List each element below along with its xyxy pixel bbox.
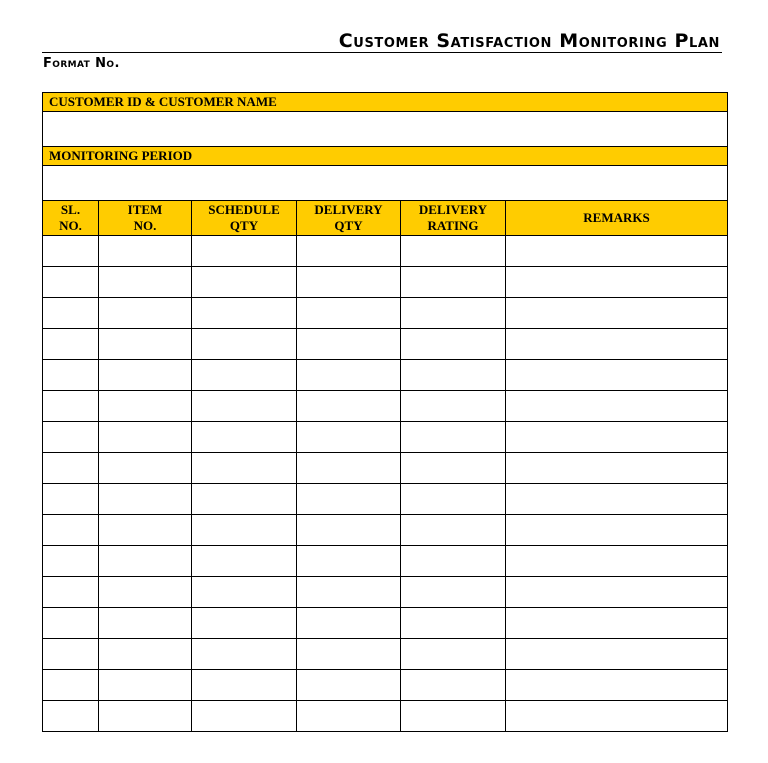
- header-delivery-qty: DELIVERY QTY: [297, 201, 401, 236]
- schedule-qty-cell[interactable]: [192, 453, 297, 484]
- remarks-cell[interactable]: [506, 267, 728, 298]
- remarks-cell[interactable]: [506, 546, 728, 577]
- schedule-qty-cell[interactable]: [192, 701, 297, 732]
- table-row: [43, 267, 728, 298]
- remarks-cell[interactable]: [506, 608, 728, 639]
- remarks-cell[interactable]: [506, 639, 728, 670]
- remarks-cell[interactable]: [506, 701, 728, 732]
- table-row: [43, 608, 728, 639]
- remarks-cell[interactable]: [506, 670, 728, 701]
- remarks-cell[interactable]: [506, 484, 728, 515]
- item-no-cell[interactable]: [99, 360, 192, 391]
- delivery-rating-cell[interactable]: [401, 484, 506, 515]
- delivery-qty-cell[interactable]: [297, 236, 401, 267]
- delivery-qty-cell[interactable]: [297, 391, 401, 422]
- delivery-rating-cell[interactable]: [401, 639, 506, 670]
- header-schedule-qty: SCHEDULE QTY: [192, 201, 297, 236]
- title-underline: [42, 52, 722, 53]
- delivery-qty-cell[interactable]: [297, 453, 401, 484]
- remarks-cell[interactable]: [506, 422, 728, 453]
- delivery-rating-cell[interactable]: [401, 298, 506, 329]
- item-no-cell[interactable]: [99, 236, 192, 267]
- item-no-cell[interactable]: [99, 453, 192, 484]
- sl-no-cell[interactable]: [43, 577, 99, 608]
- table-row: [43, 422, 728, 453]
- sl-no-cell[interactable]: [43, 236, 99, 267]
- sl-no-cell[interactable]: [43, 453, 99, 484]
- table-row: [43, 484, 728, 515]
- remarks-cell[interactable]: [506, 515, 728, 546]
- delivery-rating-cell[interactable]: [401, 546, 506, 577]
- delivery-qty-cell[interactable]: [297, 422, 401, 453]
- item-no-cell[interactable]: [99, 577, 192, 608]
- sl-no-cell[interactable]: [43, 546, 99, 577]
- delivery-rating-cell[interactable]: [401, 515, 506, 546]
- remarks-cell[interactable]: [506, 236, 728, 267]
- table-row: [43, 360, 728, 391]
- item-no-cell[interactable]: [99, 639, 192, 670]
- customer-id-name-label: CUSTOMER ID & CUSTOMER NAME: [43, 93, 728, 112]
- schedule-qty-cell[interactable]: [192, 267, 297, 298]
- delivery-qty-cell[interactable]: [297, 484, 401, 515]
- table-row: [43, 236, 728, 267]
- delivery-qty-cell[interactable]: [297, 670, 401, 701]
- remarks-cell[interactable]: [506, 453, 728, 484]
- remarks-cell[interactable]: [506, 298, 728, 329]
- delivery-qty-cell[interactable]: [297, 329, 401, 360]
- delivery-rating-cell[interactable]: [401, 267, 506, 298]
- schedule-qty-cell[interactable]: [192, 236, 297, 267]
- schedule-qty-cell[interactable]: [192, 391, 297, 422]
- delivery-rating-cell[interactable]: [401, 391, 506, 422]
- item-no-cell[interactable]: [99, 484, 192, 515]
- schedule-qty-cell[interactable]: [192, 484, 297, 515]
- sl-no-cell[interactable]: [43, 484, 99, 515]
- schedule-qty-cell[interactable]: [192, 422, 297, 453]
- delivery-rating-cell[interactable]: [401, 670, 506, 701]
- monitoring-plan-table: [42, 92, 728, 732]
- header-item-no: ITEM NO.: [99, 201, 192, 236]
- delivery-qty-cell[interactable]: [297, 267, 401, 298]
- sl-no-cell[interactable]: [43, 391, 99, 422]
- format-number-label: Format No.: [43, 56, 120, 71]
- remarks-cell[interactable]: [506, 391, 728, 422]
- delivery-qty-cell[interactable]: [297, 546, 401, 577]
- delivery-rating-cell[interactable]: [401, 422, 506, 453]
- delivery-qty-cell[interactable]: [297, 701, 401, 732]
- delivery-rating-cell[interactable]: [401, 577, 506, 608]
- delivery-qty-cell[interactable]: [297, 360, 401, 391]
- table-row: [43, 515, 728, 546]
- remarks-cell[interactable]: [506, 329, 728, 360]
- table-row: [43, 577, 728, 608]
- schedule-qty-cell[interactable]: [192, 360, 297, 391]
- customer-id-name-field[interactable]: [43, 112, 728, 147]
- sl-no-cell[interactable]: [43, 329, 99, 360]
- schedule-qty-cell[interactable]: [192, 577, 297, 608]
- delivery-rating-cell[interactable]: [401, 236, 506, 267]
- item-no-cell[interactable]: [99, 701, 192, 732]
- item-no-cell[interactable]: [99, 422, 192, 453]
- item-no-cell[interactable]: [99, 298, 192, 329]
- monitoring-period-field[interactable]: [43, 166, 728, 201]
- table-row: [43, 546, 728, 577]
- sl-no-cell[interactable]: [43, 515, 99, 546]
- item-no-cell[interactable]: [99, 329, 192, 360]
- item-no-cell[interactable]: [99, 515, 192, 546]
- schedule-qty-cell[interactable]: [192, 329, 297, 360]
- table-row: [43, 639, 728, 670]
- item-no-cell[interactable]: [99, 546, 192, 577]
- schedule-qty-cell[interactable]: [192, 515, 297, 546]
- sl-no-cell[interactable]: [43, 360, 99, 391]
- sl-no-cell[interactable]: [43, 422, 99, 453]
- delivery-qty-cell[interactable]: [297, 515, 401, 546]
- sl-no-cell[interactable]: [43, 670, 99, 701]
- monitoring-period-label: MONITORING PERIOD: [43, 147, 728, 166]
- header-delivery-rating: DELIVERY RATING: [401, 201, 506, 236]
- column-header-row: [43, 201, 728, 236]
- item-no-cell[interactable]: [99, 608, 192, 639]
- delivery-qty-cell[interactable]: [297, 608, 401, 639]
- delivery-qty-cell[interactable]: [297, 298, 401, 329]
- delivery-qty-cell[interactable]: [297, 577, 401, 608]
- remarks-cell[interactable]: [506, 577, 728, 608]
- sl-no-cell[interactable]: [43, 608, 99, 639]
- table-row: [43, 391, 728, 422]
- schedule-qty-cell[interactable]: [192, 670, 297, 701]
- table-row: [43, 670, 728, 701]
- schedule-qty-cell[interactable]: [192, 546, 297, 577]
- delivery-rating-cell[interactable]: [401, 701, 506, 732]
- header-remarks: REMARKS: [506, 201, 728, 236]
- item-no-cell[interactable]: [99, 670, 192, 701]
- delivery-rating-cell[interactable]: [401, 608, 506, 639]
- sl-no-cell[interactable]: [43, 639, 99, 670]
- table-row: [43, 329, 728, 360]
- table-row: [43, 701, 728, 732]
- item-no-cell[interactable]: [99, 267, 192, 298]
- sl-no-cell[interactable]: [43, 298, 99, 329]
- schedule-qty-cell[interactable]: [192, 608, 297, 639]
- schedule-qty-cell[interactable]: [192, 639, 297, 670]
- header-sl-no: SL. NO.: [43, 201, 99, 236]
- delivery-rating-cell[interactable]: [401, 360, 506, 391]
- sl-no-cell[interactable]: [43, 267, 99, 298]
- delivery-qty-cell[interactable]: [297, 639, 401, 670]
- table-row: [43, 298, 728, 329]
- page-title: Customer Satisfaction Monitoring Plan: [338, 30, 720, 52]
- item-no-cell[interactable]: [99, 391, 192, 422]
- remarks-cell[interactable]: [506, 360, 728, 391]
- sl-no-cell[interactable]: [43, 701, 99, 732]
- table-row: [43, 453, 728, 484]
- delivery-rating-cell[interactable]: [401, 329, 506, 360]
- schedule-qty-cell[interactable]: [192, 298, 297, 329]
- delivery-rating-cell[interactable]: [401, 453, 506, 484]
